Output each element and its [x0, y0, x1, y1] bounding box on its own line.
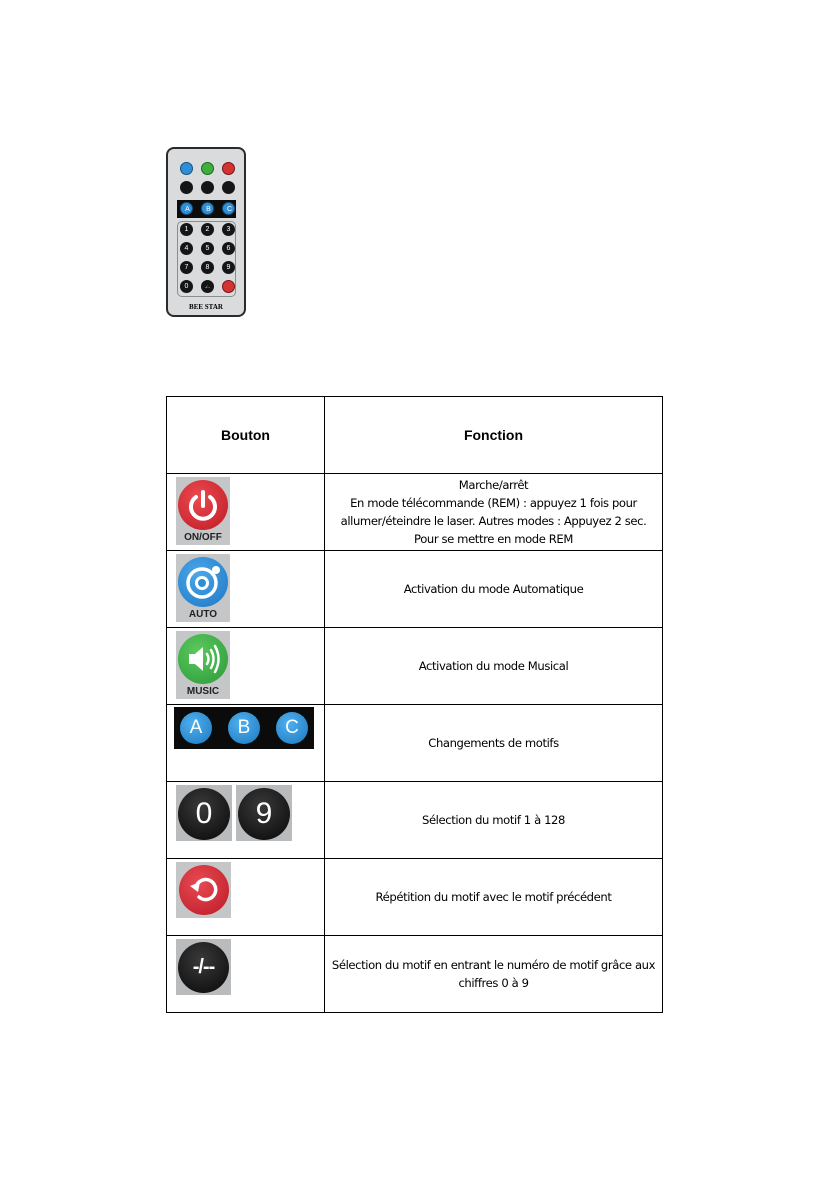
function-cell	[325, 936, 663, 1013]
remote-key-6	[222, 242, 235, 255]
table-row	[167, 705, 663, 782]
function-line: Marche/arrêt	[458, 478, 529, 492]
remote-key-label: 4	[184, 245, 189, 252]
remote-key-label: 6	[226, 245, 231, 252]
function-line: Changements de motifs	[428, 736, 559, 750]
remote-key-label: 7	[184, 264, 189, 271]
remote-b-button	[201, 202, 214, 215]
remote-key-label: 2	[205, 226, 210, 233]
remote-key-7	[180, 261, 193, 274]
function-line: Sélection du motif 1 à 128	[421, 813, 565, 827]
remote-repeat-button	[222, 280, 235, 293]
remote-key-label: 3	[226, 226, 231, 233]
table-row	[167, 936, 663, 1013]
remote-pause-button	[201, 181, 214, 194]
remote-key-dash	[201, 280, 214, 293]
dash-button-image	[176, 939, 231, 995]
table-row	[167, 628, 663, 705]
function-line: allumer/éteindre le laser. Autres modes : Appuyez 2 sec.	[340, 514, 647, 528]
remote-key-1	[180, 223, 193, 236]
remote-key-8	[201, 261, 214, 274]
header-function: Fonction	[325, 397, 663, 474]
remote-key-2	[201, 223, 214, 236]
function-line: chiffres 0 à 9	[458, 976, 529, 990]
button-cell	[167, 551, 325, 628]
remote-key-label: 8	[205, 264, 210, 271]
music-button-image	[176, 631, 230, 699]
function-line: Répétition du motif avec le motif précédent	[375, 890, 612, 904]
remote-key-5	[201, 242, 214, 255]
function-line: Sélection du motif en entrant le numéro de motif grâce aux	[331, 958, 656, 972]
remote-a-button	[180, 202, 193, 215]
remote-c-button	[222, 202, 235, 215]
remote-music-button	[201, 162, 214, 175]
remote-key-4	[180, 242, 193, 255]
button-cell	[167, 936, 325, 1013]
zero-button-image	[176, 785, 232, 841]
header-button: Bouton	[167, 397, 325, 474]
remote-next-button	[222, 181, 235, 194]
table-header-row	[167, 397, 663, 474]
c-button-icon: C	[276, 712, 308, 744]
function-cell	[325, 551, 663, 628]
table-row	[167, 859, 663, 936]
repeat-icon	[179, 865, 229, 915]
function-cell	[325, 859, 663, 936]
button-cell	[167, 474, 325, 551]
repeat-button-image	[176, 862, 231, 918]
button-cell	[167, 705, 325, 782]
remote-a-label: A	[185, 206, 190, 213]
function-cell	[325, 628, 663, 705]
dash-button-icon: -/--	[178, 942, 229, 993]
music-caption: MUSIC	[186, 686, 220, 697]
zero-button-icon: 0	[178, 788, 230, 840]
power-caption: ON/OFF	[184, 532, 222, 543]
auto-icon	[178, 557, 228, 607]
remote-key-label: 5	[205, 245, 210, 252]
remote-power-button	[222, 162, 235, 175]
button-function-table	[166, 396, 663, 1013]
auto-button-image	[176, 554, 230, 622]
remote-key-label: 0	[184, 283, 189, 290]
remote-control-image	[166, 147, 246, 317]
remote-c-label: C	[226, 206, 233, 213]
remote-auto-button	[180, 162, 193, 175]
power-button-image	[176, 477, 230, 545]
function-line: Pour se mettre en mode REM	[414, 532, 573, 546]
remote-key-label: 1	[184, 226, 189, 233]
power-icon	[178, 480, 228, 530]
music-icon	[178, 634, 228, 684]
function-line: Activation du mode Musical	[418, 659, 569, 673]
function-line: En mode télécommande (REM) : appuyez 1 fois pour	[350, 496, 637, 510]
button-cell	[167, 859, 325, 936]
button-cell	[167, 628, 325, 705]
button-cell	[167, 782, 325, 859]
function-cell	[325, 782, 663, 859]
remote-brand-logo: BEE STAR	[189, 303, 223, 311]
a-button-icon: A	[180, 712, 212, 744]
b-button-icon: B	[228, 712, 260, 744]
auto-caption: AUTO	[188, 609, 218, 620]
nine-button-icon: 9	[238, 788, 290, 840]
nine-button-image	[236, 785, 292, 841]
abc-buttons-image	[174, 707, 314, 749]
table-row	[167, 474, 663, 551]
remote-key-3	[222, 223, 235, 236]
remote-key-label: 9	[226, 264, 231, 271]
remote-b-label: B	[206, 206, 211, 213]
function-line: Activation du mode Automatique	[403, 582, 584, 596]
remote-key-0	[180, 280, 193, 293]
remote-key-label: -/--	[204, 284, 211, 289]
table-row	[167, 782, 663, 859]
function-cell	[325, 705, 663, 782]
remote-key-9	[222, 261, 235, 274]
table-row	[167, 551, 663, 628]
function-cell	[325, 474, 663, 551]
remote-prev-button	[180, 181, 193, 194]
